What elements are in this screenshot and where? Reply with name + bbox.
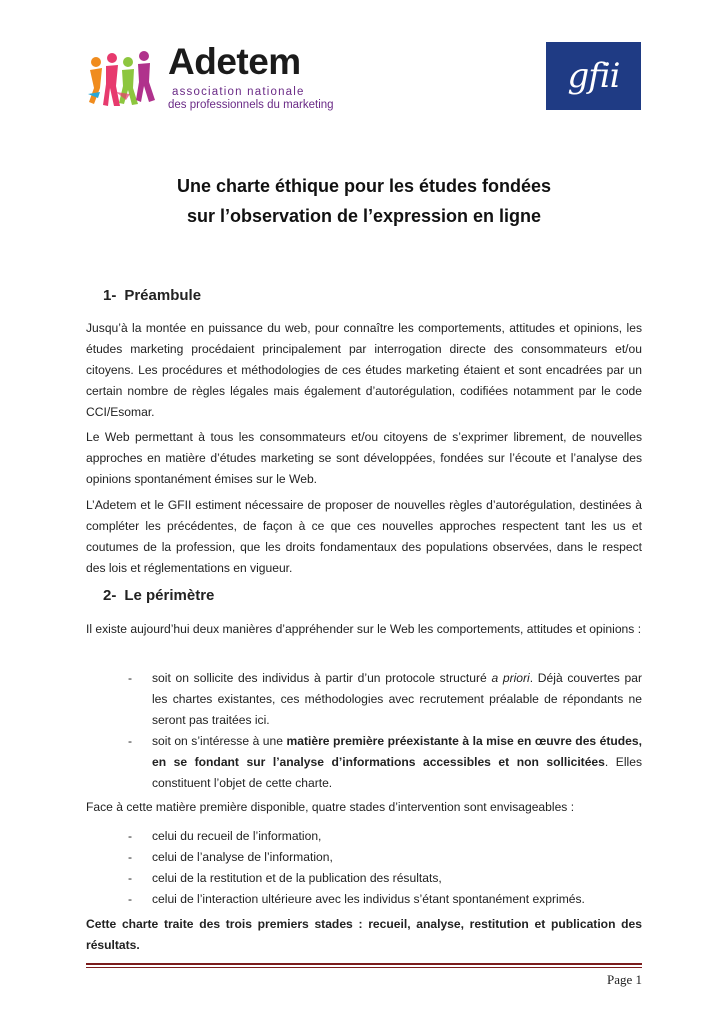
bullet-dash: - bbox=[128, 850, 133, 864]
list-item-text: soit on s’intéresse à une bbox=[152, 734, 287, 748]
list-item-text: . Déjà couvertes par les chartes existantes, ces méthodologies avec recrutement préalable de répondants ne seront pas traitées ici. bbox=[152, 671, 642, 727]
adetem-tagline-2: des professionnels du marketing bbox=[168, 99, 334, 111]
adetem-logo bbox=[86, 41, 334, 114]
gfii-logo bbox=[546, 42, 641, 110]
list-item-text: . Elles constituent l’objet de cette charte. bbox=[152, 755, 642, 790]
list-approaches bbox=[86, 668, 642, 794]
bullet-dash: - bbox=[128, 671, 133, 685]
list-stages bbox=[86, 826, 642, 910]
list-item-text: celui du recueil de l’information, bbox=[152, 829, 322, 843]
paragraph-preambule-3: L’Adetem et le GFII estiment nécessaire de proposer de nouvelles règles d’autorégulation, destinées à compléter les précédentes, de façon à ce que ces nouvelles approches respectent tant les us et coutumes de la profession, que les droits fondamentaux des populations observées, dans le respect des lois et réglementations en vigueur. bbox=[86, 498, 642, 575]
adetem-wordmark: Adetem bbox=[168, 41, 301, 82]
title-line-1: Une charte éthique pour les études fondées bbox=[176, 176, 552, 196]
footer-rule-thin bbox=[86, 967, 642, 968]
list-item-bold: matière première préexistante à la mise en œuvre des études, en se fondant sur l’analyse d’informations accessibles et non sollicitées bbox=[152, 734, 642, 769]
list-item bbox=[86, 731, 642, 794]
section-number: 1- bbox=[103, 287, 117, 304]
bullet-dash: - bbox=[128, 734, 133, 748]
list-item-text: celui de l’interaction ultérieure avec les individus s’étant spontanément exprimés. bbox=[152, 892, 585, 906]
paragraph-perimetre-middle: Face à cette matière première disponible, quatre stades d’intervention sont envisageables : bbox=[86, 800, 575, 814]
section-number: 2- bbox=[103, 587, 117, 604]
footer-rule-thick bbox=[86, 963, 642, 965]
document-title bbox=[86, 171, 642, 231]
list-item-text: celui de l’analyse de l’information, bbox=[152, 850, 333, 864]
adetem-figures-icon bbox=[86, 48, 158, 110]
list-item bbox=[86, 868, 642, 889]
bullet-dash: - bbox=[128, 892, 133, 906]
paragraph-preambule-2: Le Web permettant à tous les consommateurs et/ou citoyens de s’exprimer librement, de nouvelles approches en matière d’études marketing se sont développées, fondées sur l’écoute et l’analyse des opinions spontanément émises sur le Web. bbox=[86, 430, 642, 486]
adetem-tagline-1: association nationale bbox=[172, 86, 305, 98]
page-number: Page 1 bbox=[606, 972, 642, 987]
paragraph-perimetre-intro: Il existe aujourd’hui deux manières d’appréhender sur le Web les comportements, attitudes et opinions : bbox=[86, 622, 642, 636]
paragraph-preambule-1: Jusqu’à la montée en puissance du web, pour connaître les comportements, attitudes et opinions, les études marketing procédaient principalement par interrogation directe des consommateurs et/ou citoyens. Les procédures et méthodologies de ces études marketing étaient et sont encadrées par un certain nombre de règles légales mais également d’autorégulation, codifiées notamment par le code CCI/Esomar. bbox=[86, 321, 642, 419]
list-item-italic: a priori bbox=[491, 671, 530, 685]
list-item bbox=[86, 668, 642, 731]
section-heading-preambule bbox=[103, 287, 201, 304]
title-line-2: sur l’observation de l’expression en ligne bbox=[186, 206, 542, 226]
list-item-text: soit on sollicite des individus à partir d’un protocole structuré bbox=[152, 671, 492, 685]
section-title: Le périmètre bbox=[124, 587, 215, 604]
section-title: Préambule bbox=[124, 287, 202, 304]
list-item bbox=[86, 889, 642, 910]
section-heading-perimetre bbox=[103, 587, 214, 604]
list-item bbox=[86, 847, 642, 868]
list-item bbox=[86, 826, 642, 847]
paragraph-perimetre-conclusion: Cette charte traite des trois premiers stades : recueil, analyse, restitution et publication des résultats. bbox=[86, 917, 642, 952]
list-item-text: celui de la restitution et de la publication des résultats, bbox=[152, 871, 442, 885]
gfii-wordmark: gfii bbox=[567, 56, 620, 96]
bullet-dash: - bbox=[128, 871, 133, 885]
bullet-dash: - bbox=[128, 829, 133, 843]
